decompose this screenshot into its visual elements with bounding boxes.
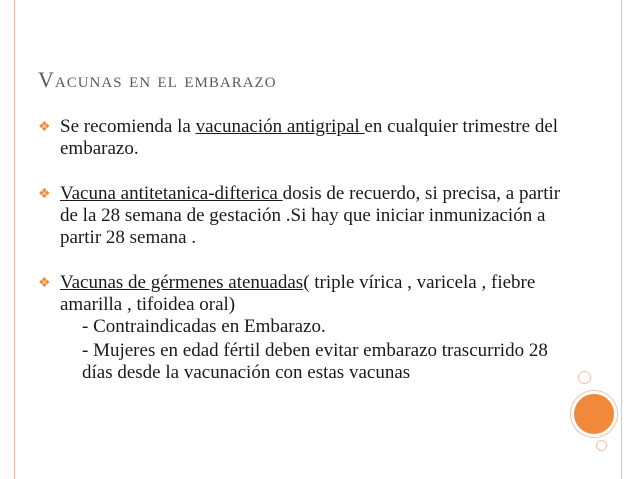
bullet-icon: ❖ [38,276,51,291]
decorative-circle-orange [571,391,617,437]
subpoint: - Contraindicadas en Embarazo. [82,316,326,337]
decorative-circle-small-top [578,371,591,384]
list-item [38,183,578,249]
bullet-icon: ❖ [38,120,51,135]
item-text-after: ( triple vírica , varicela , fiebre amarilla , tifoidea oral) [60,272,536,315]
slide-content [38,116,578,384]
item-text-after: dosis de recuerdo, si precisa, a partir de la 28 semana de gestación .Si hay que iniciar inmunización a partir 28 semana . [60,183,561,248]
item-underlined-text: Vacunas de gérmenes atenuadas [60,272,304,293]
item-text-before: Se recomienda la [60,116,196,137]
decorative-circle-small-bottom [596,440,607,451]
bullet-icon: ❖ [38,187,51,202]
item-text-after: en cualquier trimestre del embarazo. [60,116,559,159]
list-item [38,272,578,316]
item-underlined-text: Vacuna antitetanica-difterica [60,183,283,204]
item-underlined-text: vacunación antigripal [195,116,365,137]
subpoint: - Mujeres en edad fértil deben evitar embarazo trascurrido 28 días desde la vacunación con estas vacunas [82,340,548,383]
list-item [38,116,578,160]
slide-title: Vacunas en el embarazo [38,67,277,92]
